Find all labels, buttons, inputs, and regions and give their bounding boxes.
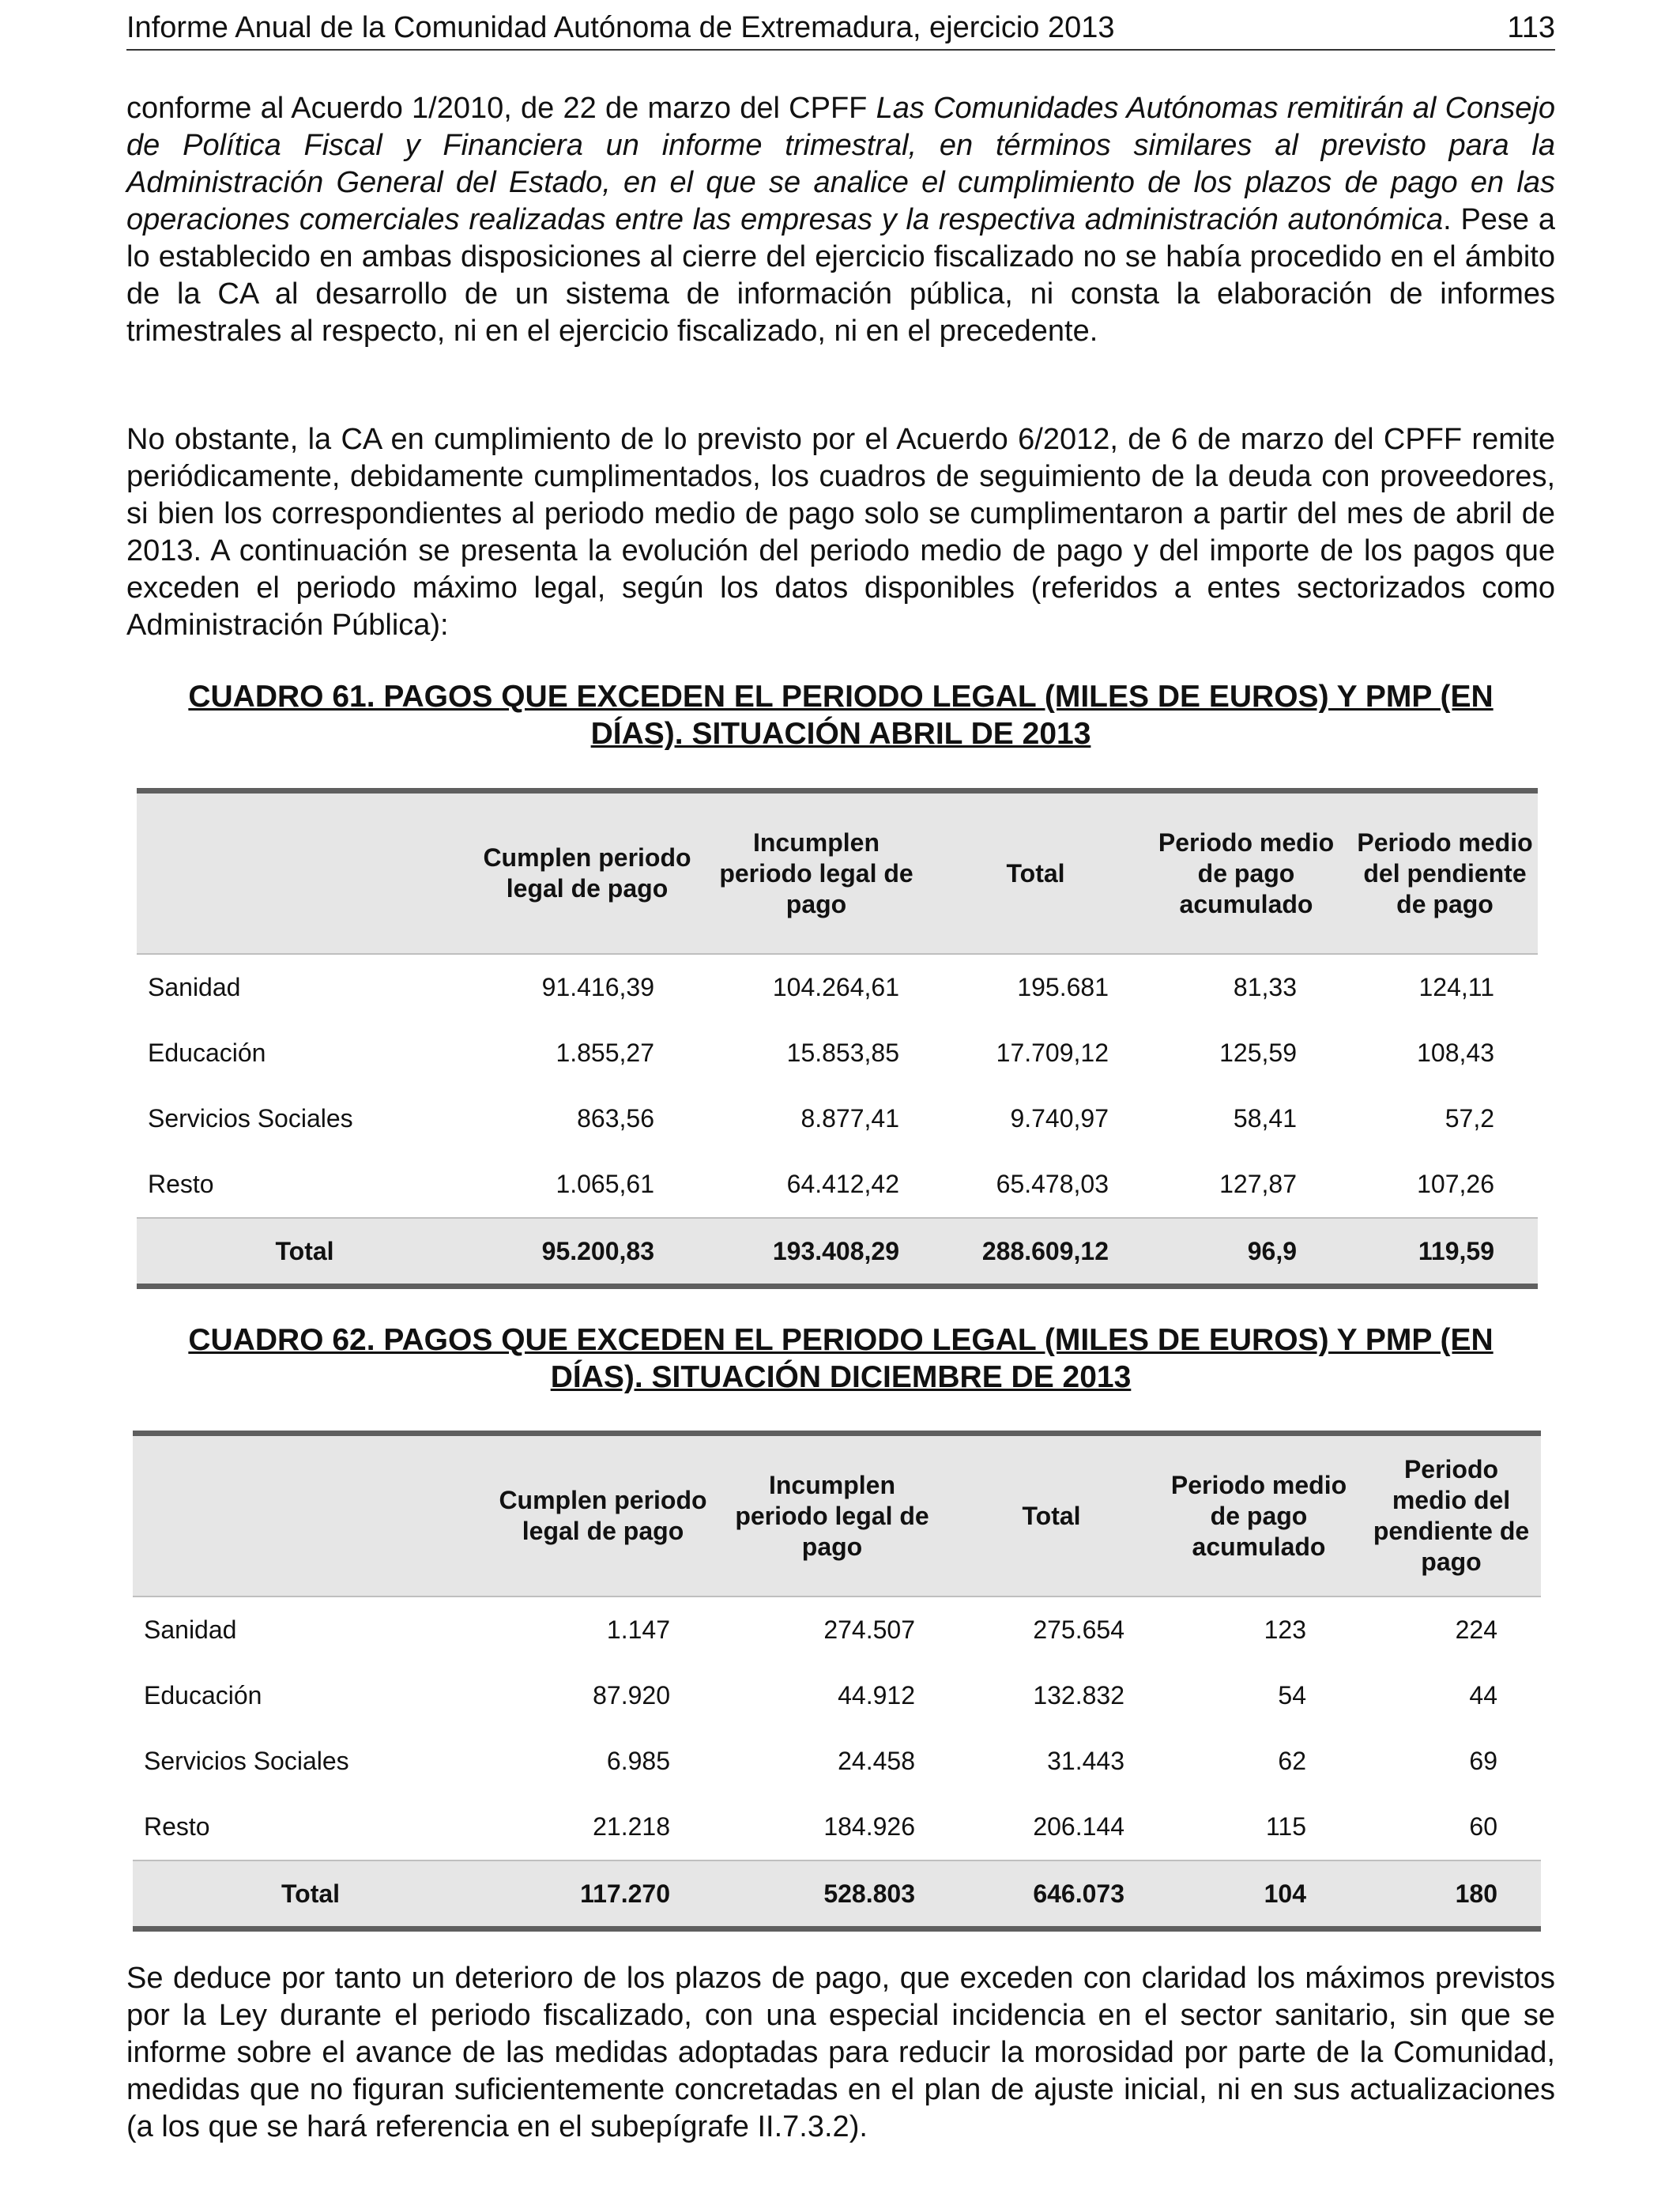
cell-pmp-pendiente: 224: [1362, 1596, 1541, 1663]
cell-pmp-pendiente: 69: [1469, 1747, 1497, 1775]
row-label: Servicios Sociales: [144, 1747, 349, 1775]
paragraph-1-quote: Las Comunidades Autónomas remitirán al Consejo de Política Fiscal y Financiera un informe trimestral, en términos similares al previsto para la Administración General del Estado, en el que se analice el cumplimiento de los plazos de pago en las operaciones comerciales realizadas entre las empresas y la respectiva administración autonómica: [126, 92, 1555, 236]
table-row: [133, 1728, 1541, 1794]
column-header-pmp-acumulado: Periodo medio de pago acumulado: [1156, 1434, 1362, 1597]
cell-incumplen: 104.264,61: [702, 954, 931, 1020]
column-header-cumplen: Cumplen periodo legal de pago: [488, 1434, 718, 1597]
total-total: 288.609,12: [931, 1218, 1140, 1287]
total-row: [137, 1218, 1538, 1287]
column-header-incumplen: Incumplen periodo legal de pago: [718, 1434, 947, 1597]
cell-total: 9.740,97: [1010, 1104, 1109, 1133]
cell-total: 31.443: [1047, 1747, 1124, 1775]
cell-total: 195.681: [931, 954, 1140, 1020]
cell-pmp-acumulado: 54: [1278, 1681, 1306, 1710]
cell-cumplen: 1.065,61: [556, 1170, 654, 1198]
caption-line: CUADRO 61. PAGOS QUE EXCEDEN EL PERIODO LEGAL (MILES DE EUROS) Y PMP (EN: [188, 680, 1494, 714]
header-title: Informe Anual de la Comunidad Autónoma de Extremadura, ejercicio 2013: [126, 11, 1115, 44]
paragraph-1-rest: . Pese a lo establecido en ambas disposiciones al cierre del ejercicio fiscalizado no se había procedido en el ámbito de la CA al desarrollo de un sistema de información pública, ni consta la elaboración de informes trimestrales al respecto, ni en el ejercicio fiscalizado, ni en el precedente.: [126, 203, 1555, 348]
cell-incumplen: 64.412,42: [786, 1170, 899, 1198]
column-header-incumplen: Incumplen periodo legal de pago: [702, 791, 931, 955]
paragraph-2: No obstante, la CA en cumplimiento de lo previsto por el Acuerdo 6/2012, de 6 de marzo del CPFF remite periódicamente, debidamente cumplimentados, los cuadros de seguimiento de la deuda con proveedores, si bien los correspondientes al periodo medio de pago solo se cumplimentaron a partir del mes de abril de 2013. A continuación se presenta la evolución del periodo medio de pago y del importe de los pagos que exceden el periodo máximo legal, según los datos disponibles (referidos a entes sectorizados como Administración Pública):: [126, 423, 1555, 642]
total-pmp-acumulado: 96,9: [1140, 1218, 1352, 1287]
cell-cumplen: 6.985: [606, 1747, 670, 1775]
total-total: 646.073: [947, 1860, 1156, 1929]
caption-line: DÍAS). SITUACIÓN ABRIL DE 2013: [590, 717, 1091, 751]
running-header: [126, 8, 1555, 51]
cell-pmp-acumulado: 127,87: [1219, 1170, 1297, 1198]
cell-incumplen: 15.853,85: [786, 1039, 899, 1067]
table-row: [137, 1152, 1538, 1218]
cell-pmp-pendiente: 108,43: [1417, 1039, 1494, 1067]
column-header-cumplen: Cumplen periodo legal de pago: [473, 791, 702, 955]
column-header-empty: [137, 791, 473, 955]
cell-total: 65.478,03: [996, 1170, 1109, 1198]
paragraph-1-lead: conforme al Acuerdo 1/2010, de 22 de marzo del CPFF: [126, 92, 876, 125]
cell-total: 132.832: [1033, 1681, 1124, 1710]
table-row: [137, 954, 1538, 1020]
cell-pmp-acumulado: 125,59: [1219, 1039, 1297, 1067]
table-61-caption: [126, 678, 1555, 752]
total-row: [133, 1860, 1541, 1929]
table-62: [133, 1431, 1541, 1932]
total-cumplen: 117.270: [488, 1860, 718, 1929]
row-label: Sanidad: [133, 1596, 488, 1663]
cell-pmp-acumulado: 62: [1278, 1747, 1306, 1775]
table-row: [133, 1794, 1541, 1860]
row-label: Educación: [148, 1039, 266, 1067]
table-header-row: [133, 1434, 1541, 1597]
paragraph-1: [126, 90, 1555, 350]
cell-cumplen: 1.855,27: [556, 1039, 654, 1067]
row-label: Resto: [148, 1170, 214, 1198]
row-label: Resto: [144, 1812, 210, 1841]
total-label: Total: [137, 1218, 473, 1287]
cell-pmp-pendiente: 124,11: [1352, 954, 1538, 1020]
caption-line: CUADRO 62. PAGOS QUE EXCEDEN EL PERIODO LEGAL (MILES DE EUROS) Y PMP (EN: [188, 1323, 1494, 1357]
table-row: [133, 1596, 1541, 1663]
cell-pmp-pendiente: 107,26: [1417, 1170, 1494, 1198]
table-row: [133, 1663, 1541, 1728]
page-number: 113: [1507, 11, 1555, 44]
cell-cumplen: 863,56: [577, 1104, 654, 1133]
paragraph-3: Se deduce por tanto un deterioro de los plazos de pago, que exceden con claridad los máximos previstos por la Ley durante el periodo fiscalizado, con una especial incidencia en el sector sanitario, sin que se informe sobre el avance de las medidas adoptadas para reducir la morosidad por parte de la Comunidad, medidas que no figuran suficientemente concretadas en el plan de ajuste inicial, ni en sus actualizaciones (a los que se hará referencia en el subepígrafe II.7.3.2).: [126, 1962, 1555, 2143]
total-pmp-pendiente: 119,59: [1352, 1218, 1538, 1287]
cell-incumplen: 184.926: [823, 1812, 915, 1841]
cell-incumplen: 44.912: [838, 1681, 915, 1710]
cell-pmp-acumulado: 123: [1156, 1596, 1362, 1663]
total-cumplen: 95.200,83: [473, 1218, 702, 1287]
column-header-pmp-pendiente: Periodo medio del pendiente de pago: [1362, 1434, 1541, 1597]
cell-pmp-acumulado: 81,33: [1140, 954, 1352, 1020]
cell-pmp-acumulado: 58,41: [1233, 1104, 1297, 1133]
column-header-total: Total: [931, 791, 1140, 955]
cell-cumplen: 87.920: [593, 1681, 670, 1710]
column-header-empty: [133, 1434, 488, 1597]
cell-total: 275.654: [947, 1596, 1156, 1663]
column-header-pmp-acumulado: Periodo medio de pago acumulado: [1140, 791, 1352, 955]
total-label: Total: [133, 1860, 488, 1929]
total-incumplen: 193.408,29: [702, 1218, 931, 1287]
caption-line: DÍAS). SITUACIÓN DICIEMBRE DE 2013: [550, 1360, 1132, 1394]
cell-pmp-pendiente: 57,2: [1445, 1104, 1494, 1133]
row-label: Sanidad: [137, 954, 473, 1020]
cell-incumplen: 24.458: [838, 1747, 915, 1775]
table-61: [137, 788, 1538, 1289]
cell-pmp-acumulado: 115: [1265, 1812, 1306, 1841]
total-pmp-acumulado: 104: [1156, 1860, 1362, 1929]
cell-pmp-pendiente: 44: [1469, 1681, 1497, 1710]
total-pmp-pendiente: 180: [1362, 1860, 1541, 1929]
cell-incumplen: 8.877,41: [800, 1104, 899, 1133]
cell-incumplen: 274.507: [718, 1596, 947, 1663]
total-incumplen: 528.803: [718, 1860, 947, 1929]
row-label: Educación: [144, 1681, 262, 1710]
cell-total: 206.144: [1033, 1812, 1124, 1841]
cell-cumplen: 21.218: [593, 1812, 670, 1841]
row-label: Servicios Sociales: [148, 1104, 353, 1133]
table-header-row: [137, 791, 1538, 955]
cell-cumplen: 1.147: [488, 1596, 718, 1663]
table-62-caption: [126, 1321, 1555, 1396]
column-header-total: Total: [947, 1434, 1156, 1597]
table-row: [137, 1086, 1538, 1152]
cell-total: 17.709,12: [996, 1039, 1109, 1067]
column-header-pmp-pendiente: Periodo medio del pendiente de pago: [1352, 791, 1538, 955]
table-row: [137, 1020, 1538, 1086]
cell-pmp-pendiente: 60: [1469, 1812, 1497, 1841]
cell-cumplen: 91.416,39: [473, 954, 702, 1020]
